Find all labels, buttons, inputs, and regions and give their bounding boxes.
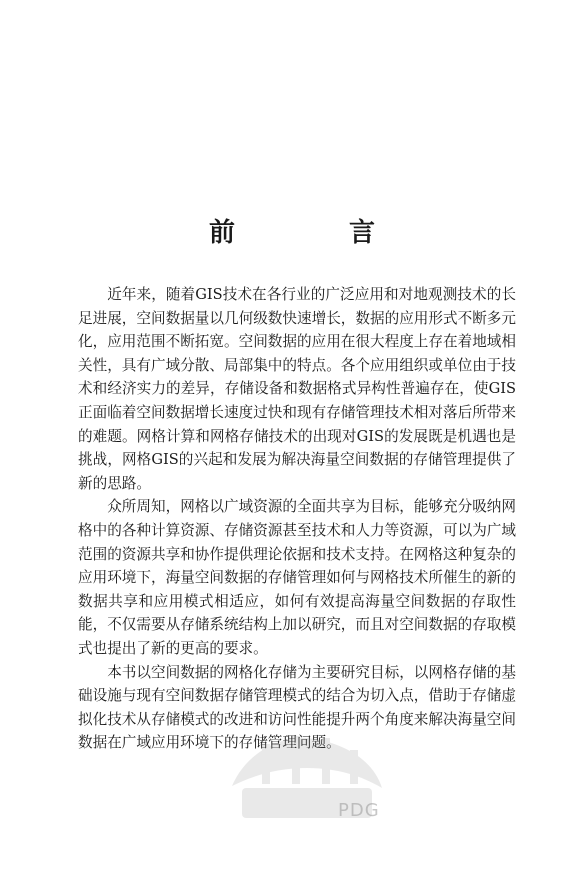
preface-body	[78, 283, 516, 755]
paragraph-2: 众所周知，网格以广域资源的全面共享为目标，能够充分吸纳网格中的各种计算资源、存储资源甚至技术和人力等资源，可以为广域范围的资源共享和协作提供理论依据和技术支持。在网格这种复杂的应用环境下，海量空间数据的存储管理如何与网格技术所催生的新的数据共享和应用模式相适应，如何有效提高海量空间数据的存取性能，不仅需要从存储系统结构上加以研究，而且对空间数据的存取模式也提出了新的更高的要求。	[78, 498, 516, 657]
watermark-label: PDG	[338, 800, 380, 821]
page-title: 前 言	[208, 218, 419, 248]
paragraph-3: 本书以空间数据的网格化存储为主要研究目标，以网格存储的基础设施与现有空间数据存储管理模式的结合为切入点，借助于存储虚拟化技术从存储模式的改进和访问性能提升两个角度来解决海量空间数据在广域应用环境下的存储管理问题。	[78, 663, 516, 752]
paragraph-1: 近年来，随着GIS技术在各行业的广泛应用和对地观测技术的长足进展，空间数据量以几何级数快速增长，数据的应用形式不断多元化，应用范围不断拓宽。空间数据的应用在很大程度上存在着地域相关性，具有广域分散、局部集中的特点。各个应用组织或单位由于技术和经济实力的差异，存储设备和数据格式异构性普遍存在，使GIS正面临着空间数据增长速度过快和现有存储管理技术相对落后所带来的难题。网格计算和网格存储技术的出现对GIS的发展既是机遇也是挑战，网格GIS的兴起和发展为解决海量空间数据的存储管理提供了新的思路。	[78, 286, 516, 492]
